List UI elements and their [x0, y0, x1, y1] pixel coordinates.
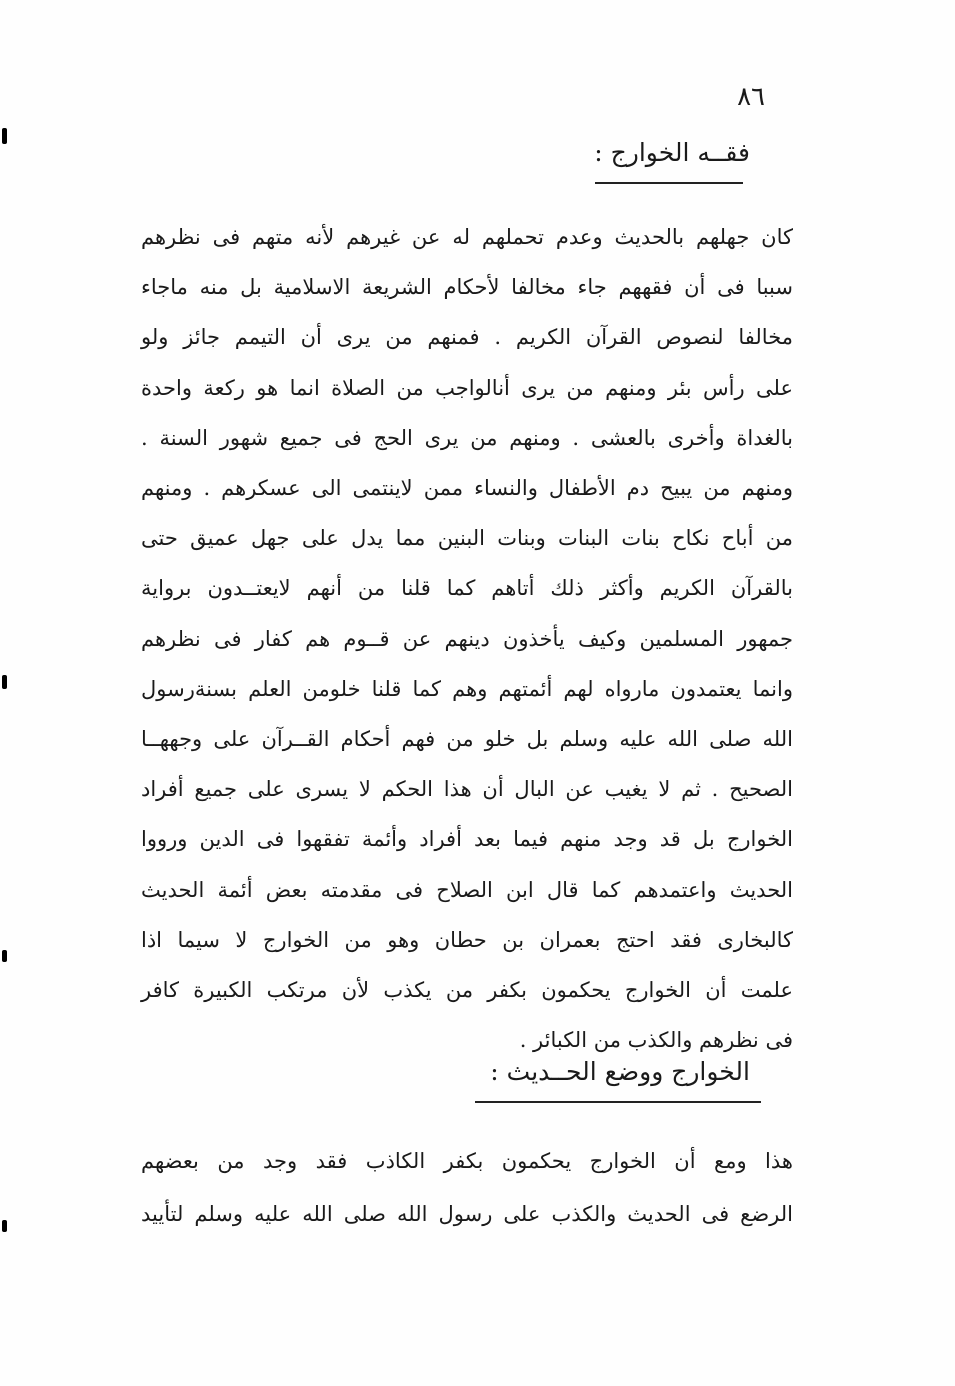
text-line: كالبخارى فقد احتج بعمران بن حطان وهو من الخوارج لا سيما اذا [141, 927, 793, 952]
text-line: علمت أن الخوارج يحكمون بكفر من يكذب لأن مرتكب الكبيرة كافر [141, 978, 793, 1003]
heading-underline [595, 182, 743, 184]
text-line: كان جهلهم بالحديث وعدم تحملهم له عن غيرهم لأنه متهم فى نظرهم [141, 225, 793, 249]
scan-edge-mark [2, 128, 7, 144]
text-line: ومنهم من يبيح دم الأطفال والنساء ممن لاينتمى الى عسكرهم . ومنهم [141, 476, 793, 501]
text-line: بالقرآن الكريم وأكثر ذلك أتاهم كما قلنا من أنهم لايعتــدون برواية [141, 576, 793, 601]
text-line: الرضع فى الحديث والكذب على رسول الله صلى الله عليه وسلم لتأييد [141, 1202, 793, 1226]
text-line: جمهور المسلمين وكيف يأخذون دينهم عن قــوم هم كفار فى نظرهم [141, 626, 793, 651]
text-line: هذا ومع أن الخوارج يحكمون بكفر الكاذب فقد وجد من بعضهم [141, 1149, 793, 1173]
scan-edge-mark [2, 675, 7, 689]
section-heading-khawarij-fiqh: فقــه الخوارج : [594, 138, 750, 167]
heading-underline [475, 1101, 761, 1103]
scan-edge-mark [2, 950, 7, 962]
body-paragraph-fiqh [141, 212, 793, 1065]
text-line: الله صلى الله عليه وسلم بل خلو من فهم أحكام القــرآن على وجههــا [141, 727, 793, 752]
text-line: مخالفا لنصوص القرآن الكريم . فمنهم من يرى أن التيمم جائز ولو [141, 325, 793, 350]
text-line: سببا فى أن فقههم جاء مخالفا لأحكام الشريعة الاسلامية بل منه ماجاء [141, 275, 793, 300]
text-line: الخوارج بل قد وجد منهم فيما بعد أفراد وأئمة تفقهوا فى الدين ورووا [141, 827, 793, 852]
text-line: على رأس بئر ومنهم من يرى أنالواجب من الصلاة انما هو ركعة واحدة [141, 375, 793, 400]
section-heading-hadith-forgery: الخوارج ووضع الحــديث : [490, 1057, 750, 1086]
body-paragraph-hadith [141, 1135, 793, 1241]
page-number: ٨٦ [737, 82, 765, 112]
scan-edge-mark [2, 1220, 7, 1232]
text-line: الحديث واعتمدهم كما قال ابن الصلاح فى مقدمته بعض أئمة الحديث [141, 877, 793, 902]
text-line: من أباح نكاح بنات البنات وبنات البنين مما يدل على جهل عميق حتى [141, 526, 793, 551]
text-line: بالغداة وأخرى بالعشى . ومنهم من يرى الحج فى جميع شهور السنة . [141, 425, 793, 450]
text-line: الصحيح . ثم لا يغيب عن البال أن هذا الحكم لا يسرى على جميع أفراد [141, 777, 793, 802]
text-line: فى نظرهم والكذب من الكبائر . [519, 1028, 793, 1053]
text-line: وانما يعتمدون مارواه لهم أئمتهم وهم كما قلنا خلومن العلم بسنةرسول [141, 676, 793, 701]
